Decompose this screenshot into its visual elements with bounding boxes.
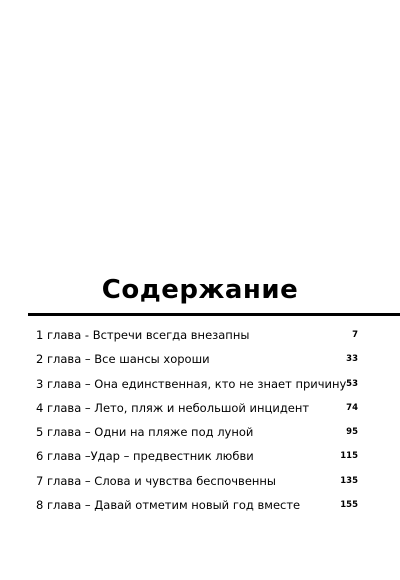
- toc-entry[interactable]: [0, 347, 400, 371]
- table-of-contents: [0, 323, 400, 517]
- chapter-page-number: 7: [352, 330, 358, 340]
- toc-entry[interactable]: [0, 444, 400, 468]
- chapter-title: 1 глава - Встречи всегда внезапны: [36, 328, 250, 342]
- toc-entry[interactable]: [0, 493, 400, 517]
- chapter-page-number: 115: [340, 451, 358, 462]
- chapter-title: 6 глава –Удар – предвестник любви: [36, 449, 254, 464]
- chapter-title: 8 глава – Давай отметим новый год вместе: [36, 498, 301, 513]
- chapter-title: 7 глава – Слова и чувства беспочвенны: [36, 473, 277, 488]
- toc-entry[interactable]: [0, 396, 400, 420]
- chapter-page-number: 53: [346, 378, 358, 389]
- chapter-title: 3 глава – Она единственная, кто не знает причину: [36, 376, 347, 391]
- chapter-page-number: 135: [340, 475, 358, 486]
- chapter-page-number: 155: [340, 500, 358, 511]
- chapter-title: 2 глава – Все шансы хороши: [36, 352, 210, 367]
- title-underline: [28, 313, 400, 316]
- page-title: Содержание: [101, 275, 299, 305]
- chapter-page-number: 33: [346, 354, 358, 365]
- toc-entry[interactable]: [0, 469, 400, 493]
- chapter-title: 5 глава – Одни на пляже под луной: [36, 425, 254, 440]
- chapter-page-number: 74: [346, 402, 358, 413]
- chapter-page-number: 95: [346, 427, 358, 438]
- toc-entry[interactable]: [0, 372, 400, 396]
- toc-entry[interactable]: [0, 420, 400, 444]
- toc-entry[interactable]: [0, 323, 400, 347]
- chapter-title: 4 глава – Лето, пляж и небольшой инцидент: [36, 400, 310, 415]
